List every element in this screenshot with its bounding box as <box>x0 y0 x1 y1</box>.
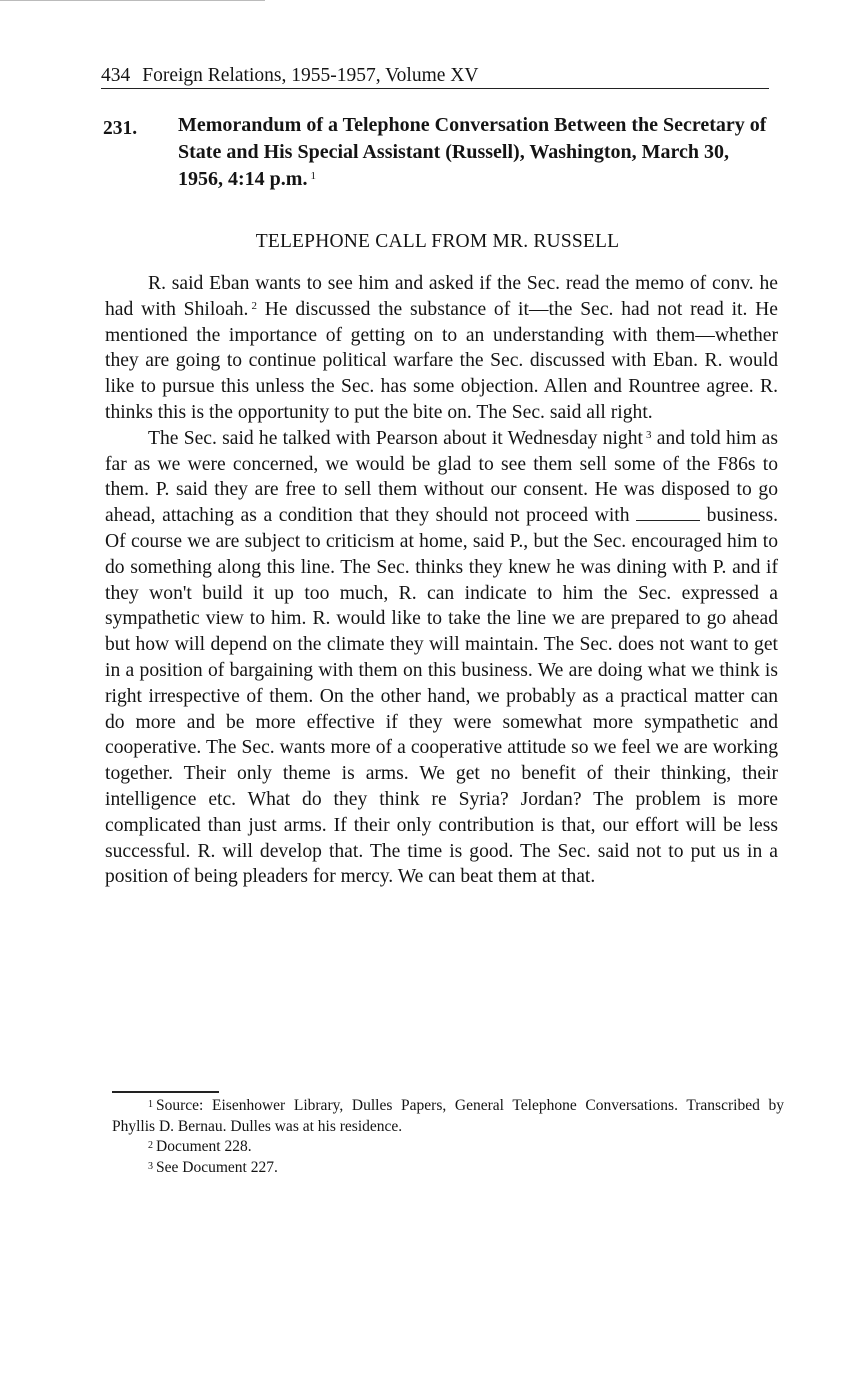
document-title <box>178 112 778 193</box>
footnotes <box>112 1096 784 1178</box>
paragraph-1-part-a: R. said Eban wants to see him and asked if the Sec. read the memo of conv. he had with Shiloah. <box>105 273 778 320</box>
footnote-2-text: Document 228. <box>156 1138 252 1155</box>
paragraph-2-part-a: The Sec. said he talked with Pearson about it Wednesday night <box>148 427 643 449</box>
footnote-2 <box>112 1137 784 1158</box>
footnote-1-mark: 1 <box>148 1099 153 1110</box>
paragraph-2 <box>105 426 778 890</box>
paragraph-2-part-c: business. Of course we are subject to criticism at home, said P., but the Sec. encouraged him to do something along this line. The Sec. thinks they knew he was dining with P. and if they won't build it up too much, R. can indicate to him the Sec. expressed a sympathetic view to him. R. would like to take the line we are prepared to go ahead but how will depend on the climate they will maintain. The Sec. does not want to get in a position of bargaining with them on this business. We are doing what we think is right irrespective of them. On the other hand, we probably as a practical matter can do more and be more effective if they were somewhat more sympathetic and cooperative. The Sec. wants more of a cooperative attitude so we feel we are working together. Their only theme is arms. We get no benefit of their thinking, their intelligence etc. What do they think re Syria? Jordan? The problem is more complicated than just arms. If their only contribution is that, our effort will be less successful. R. will develop that. The time is good. The Sec. said not to put us in a position of being pleaders for mercy. We can beat them at that. <box>105 505 778 888</box>
footnote-1 <box>112 1096 784 1137</box>
running-title: Foreign Relations, 1955-1957, Volume XV <box>142 65 479 86</box>
section-heading: TELEPHONE CALL FROM MR. RUSSELL <box>255 231 620 252</box>
footnote-3-mark: 3 <box>148 1160 153 1172</box>
page-number: 434 <box>101 65 131 86</box>
footnote-ref-1[interactable]: 1 <box>310 170 316 182</box>
paragraph-2-part-b: and told him as far as we were concerned, we would be glad to see them sell some of the F86s to them. P. said they are free to sell them without our consent. He was disposed to go ahead, attaching as a condition that they should not proceed with <box>105 427 779 527</box>
footnote-divider <box>112 1091 219 1093</box>
footnote-ref-3[interactable]: 3 <box>645 428 652 441</box>
running-header <box>101 64 769 89</box>
redacted-blank <box>636 506 700 521</box>
footnote-3-text: See Document 227. <box>156 1158 278 1176</box>
paragraph-1-part-b: He discussed the substance of it—the Sec. had not read it. He mentioned the importance of getting on to an understanding with them—whether they are going to continue political warfare the Sec. discussed with Eban. R. would like to pursue this unless the Sec. has some objection. Allen and Rountree agree. R. thinks this is the opportunity to put the bite on. The Sec. said all right. <box>105 298 778 423</box>
body-text <box>105 271 778 890</box>
document-number: 231. <box>103 118 138 139</box>
footnote-ref-2[interactable]: 2 <box>251 299 257 312</box>
document-title-text: Memorandum of a Telephone Conversation Between the Secretary of State and His Special Assistant (Russell), Washington, March 30, 1956, 4:14 p.m. <box>178 114 767 190</box>
footnote-3 <box>112 1158 784 1179</box>
paragraph-1 <box>105 271 778 426</box>
footnote-1-text: Source: Eisenhower Library, Dulles Papers, General Telephone Conversations. Transcribed by Phyllis D. Bernau. Dulles was at his residence. <box>112 1097 784 1135</box>
footnote-2-mark: 2 <box>148 1140 153 1151</box>
top-edge-rule <box>0 0 265 1</box>
